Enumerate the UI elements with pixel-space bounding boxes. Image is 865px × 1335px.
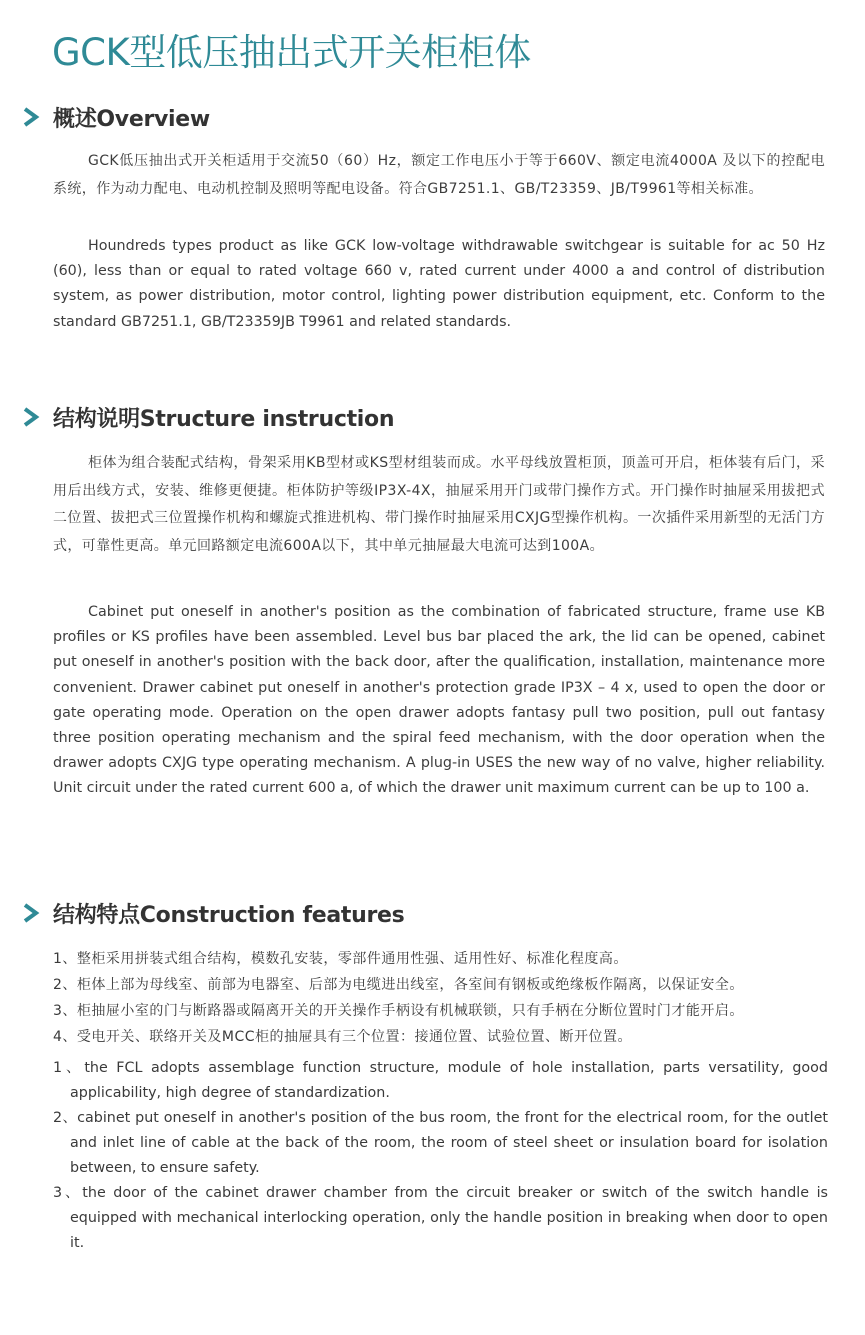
overview-title: 概述Overview (53, 106, 210, 132)
structure-en-paragraph: Cabinet put oneself in another's position as the combination of fabricated structure, frame use KB profiles or KS profiles have been assembled. Level bus bar placed the ark, the lid can be opened, cabinet put oneself in another's position with the back door, after the qualification, installation, maintenance more convenient. Drawer cabinet put oneself in another's protection grade IP3X – 4 x, used to open the door or gate operating mode. Operation on the open drawer adopts fantasy pull two position, pull out fantasy three position operating mechanism and the spiral feed mechanism, with the door operation when the drawer adopts CXJG type operating mechanism. A plug-in USES the new way of no valve, higher reliability. Unit circuit under the rated current 600 a, of which the drawer unit maximum current can be up to 100 a. (53, 604, 825, 797)
page-title: GCK型低压抽出式开关柜柜体 (52, 31, 531, 74)
list-item: 1、the FCL adopts assemblage function structure, module of hole installation, parts versatility, good applicability, high degree of standardization. (53, 1060, 828, 1101)
chevron-right-icon (22, 106, 40, 128)
features-zh-list (53, 946, 828, 1050)
chevron-right-icon (22, 902, 40, 924)
features-heading (22, 897, 404, 929)
list-item: 3、柜抽屉小室的门与断路器或隔离开关的开关操作手柄设有机械联锁，只有手柄在分断位置时门才能开启。 (53, 1003, 744, 1019)
list-item: 1、整柜采用拼装式组合结构，模数孔安装，零部件通用性强、适用性好、标准化程度高。 (53, 951, 628, 967)
structure-title: 结构说明Structure instruction (53, 406, 395, 432)
overview-heading (22, 101, 210, 133)
structure-heading (22, 401, 394, 433)
list-item: 2、柜体上部为母线室、前部为电器室、后部为电缆进出线室，各室间有钢板或绝缘板作隔离，以保证安全。 (53, 977, 744, 993)
list-item: 4、受电开关、联络开关及MCC柜的抽屉具有三个位置：接通位置、试验位置、断开位置。 (53, 1029, 633, 1045)
features-title: 结构特点Construction features (53, 902, 405, 928)
structure-zh-paragraph: 柜体为组合装配式结构，骨架采用KB型材或KS型材组装而成。水平母线放置柜顶，顶盖可开启，柜体装有后门，采用后出线方式，安装、维修更便捷。柜体防护等级IP3X-4X，抽屉采用开门或带门操作方式。开门操作时抽屉采用拔把式二位置、拔把式三位置操作机构和螺旋式推进机构、带门操作时抽屉采用CXJG型操作机构。一次插件采用新型的无活门方式，可靠性更高。单元回路额定电流600A以下，其中单元抽屉最大电流可达到100A。 (53, 455, 825, 554)
list-item: 3、the door of the cabinet drawer chamber from the circuit breaker or switch of the switch handle is equipped with mechanical interlocking operation, only the handle position in breaking when door to open it. (53, 1185, 828, 1251)
list-item: 2、cabinet put oneself in another's position of the bus room, the front for the electrical room, for the outlet and inlet line of cable at the back of the room, the room of steel sheet or insulation board for isolation between, to ensure safety. (53, 1110, 828, 1176)
overview-en-paragraph: Houndreds types product as like GCK low-voltage withdrawable switchgear is suitable for ac 50 Hz (60), less than or equal to rated voltage 660 v, rated current under 4000 a and control of distribution system, as power distribution, motor control, lighting power distribution equipment, etc. Conform to the standard GB7251.1, GB/T23359JB T9961 and related standards. (53, 238, 825, 330)
features-en-list (53, 1056, 828, 1256)
chevron-right-icon (22, 406, 40, 428)
overview-zh-paragraph: GCK低压抽出式开关柜适用于交流50（60）Hz，额定工作电压小于等于660V、额定电流4000A 及以下的控配电系统，作为动力配电、电动机控制及照明等配电设备。符合GB7251.1、GB/T23359、JB/T9961等相关标准。 (53, 153, 825, 197)
